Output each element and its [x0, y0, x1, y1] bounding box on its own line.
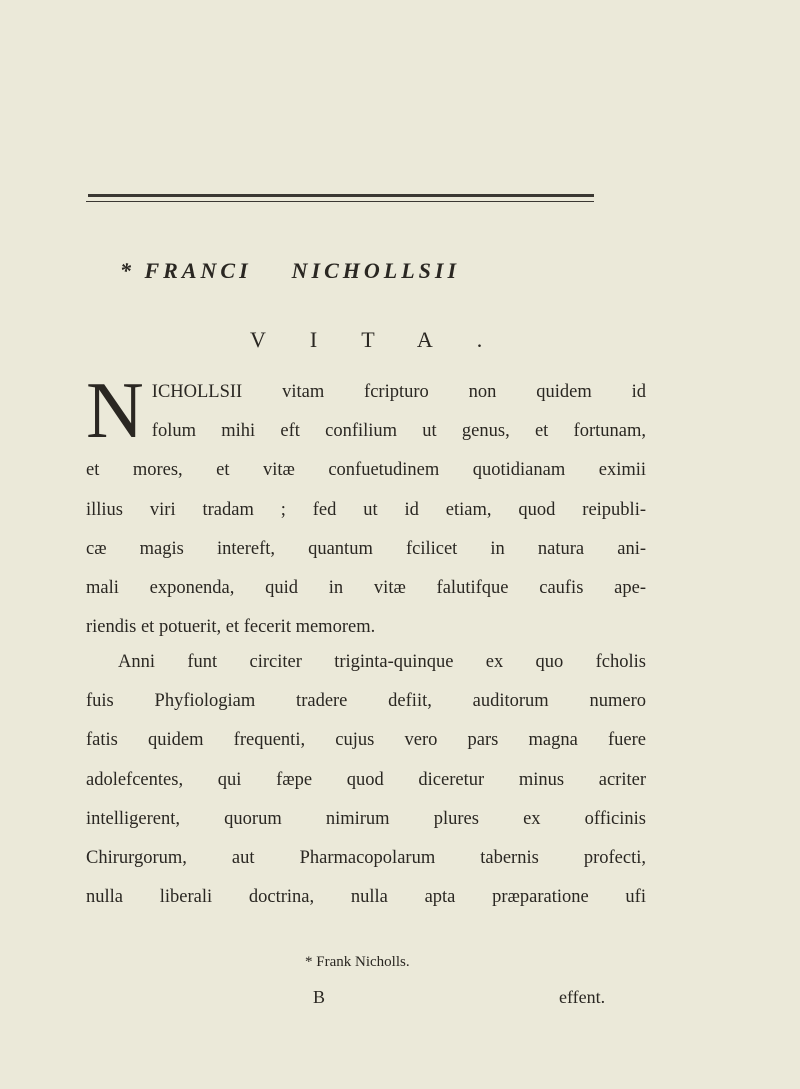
header-rule-thick	[88, 194, 594, 197]
text-line: folum mihi eft confilium ut genus, et fortunam,	[151, 421, 646, 442]
drop-cap: N	[86, 367, 144, 455]
text-line: cæ magis intereft, quantum fcilicet in natura ani-	[86, 538, 646, 559]
footnote: * Frank Nicholls.	[305, 954, 410, 970]
text-line: adolefcentes, qui fæpe quod diceretur minus acriter	[86, 769, 646, 790]
text-line: illius viri tradam ; fed ut id etiam, quod reipubli-	[86, 499, 646, 520]
page-title	[120, 258, 680, 284]
text-line: nulla liberali doctrina, nulla apta præparatione ufi	[86, 887, 646, 908]
text-line: mali exponenda, quid in vitæ falutifque caufis ape-	[86, 577, 646, 598]
catchword: effent.	[559, 987, 606, 1007]
text-line: Anni funt circiter triginta-quinque ex quo fcholis	[118, 652, 646, 672]
header-rule-thin	[86, 201, 594, 202]
title-part1: * FRANCI	[120, 258, 252, 283]
text-line: ICHOLLSII vitam fcripturo non quidem id	[151, 382, 646, 402]
paragraph-1	[86, 367, 646, 647]
title-part2: NICHOLLSII	[291, 258, 461, 283]
signature-mark: B	[313, 987, 326, 1007]
page-subtitle: VITA.	[250, 327, 527, 352]
text-line: et mores, et vitæ confuetudinem quotidianam eximii	[86, 460, 646, 481]
text-line: Chirurgorum, aut Pharmacopolarum tabernis profecti,	[86, 847, 646, 868]
paragraph-2	[86, 643, 646, 917]
text-line: fatis quidem frequenti, cujus vero pars magna fuere	[86, 730, 646, 751]
text-line: intelligerent, quorum nimirum plures ex officinis	[86, 808, 646, 829]
text-line: fuis Phyfiologiam tradere defiit, auditorum numero	[86, 691, 646, 712]
text-line: riendis et potuerit, et fecerit memorem.	[86, 617, 376, 638]
